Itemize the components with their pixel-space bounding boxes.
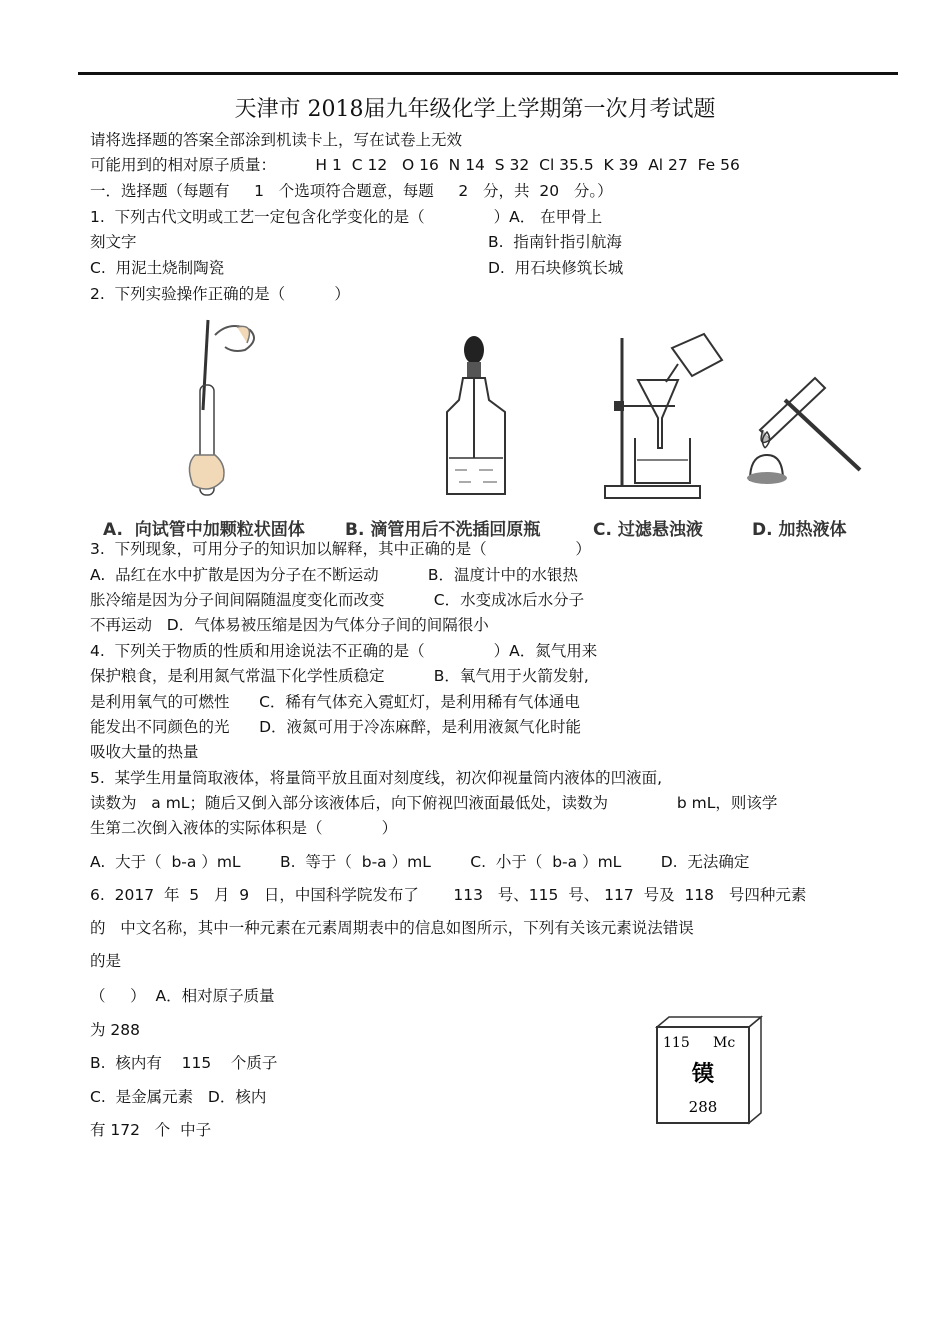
q5-line-1: 5. 某学生用量筒取液体，将量筒平放且面对刻度线，初次仰视量筒内液体的凹液面, bbox=[90, 769, 663, 787]
q6-line-1: 6. 2017 年 5 月 9 日，中国科学院发布了 113 号、115 号、 117 号及 118 号四种元素 bbox=[90, 886, 807, 904]
q6-line-7: C. 是金属元素 D．核内 bbox=[90, 1088, 267, 1106]
figure-a-test-tube bbox=[175, 315, 275, 500]
q6-line-3: 的是 bbox=[90, 952, 122, 970]
q4-line-4: 能发出不同颜色的光 D．液氮可用于冷冻麻醉，是利用液氮气化时能 bbox=[90, 718, 581, 736]
q1-stem: 1. 下列古代文明或工艺一定包含化学变化的是（ ）A． 在甲骨上 bbox=[90, 208, 603, 226]
q3-line-2: A. 品红在水中扩散是因为分子在不断运动 B．温度计中的水银热 bbox=[90, 566, 579, 584]
q5-options: A. 大于（ b-a ）mL B. 等于（ b-a ）mL C. 小于（ b-a ）mL D. 无法确定 bbox=[90, 853, 750, 871]
q3-line-1: 3. 下列现象，可用分子的知识加以解释，其中正确的是（ ） bbox=[90, 540, 591, 558]
element-number: 115 bbox=[663, 1035, 690, 1051]
figure-c-caption: C. 过滤悬浊液 bbox=[593, 520, 703, 540]
q1-option-c: C. 用泥土烧制陶瓷 bbox=[90, 259, 225, 277]
figure-a-caption: A. 向试管中加颗粒状固体 bbox=[103, 520, 305, 540]
q5-line-3: 生第二次倒入液体的实际体积是（ ） bbox=[90, 819, 398, 837]
section-heading: 一．选择题（每题有 1 个选项符合题意，每题 2 分，共 20 分。） bbox=[90, 182, 613, 200]
element-mass: 288 bbox=[688, 1098, 718, 1116]
q3-line-4: 不再运动 D．气体易被压缩是因为气体分子间的间隔很小 bbox=[90, 616, 489, 634]
q4-line-2: 保护粮食，是利用氮气常温下化学性质稳定 B．氧气用于火箭发射, bbox=[90, 667, 589, 685]
q4-line-1: 4. 下列关于物质的性质和用途说法不正确的是（ ）A．氮气用来 bbox=[90, 642, 598, 660]
element-symbol: Mc bbox=[713, 1035, 736, 1051]
figure-c-filtration bbox=[600, 328, 735, 503]
figure-d-caption: D. 加热液体 bbox=[752, 520, 847, 540]
element-tile bbox=[655, 1015, 765, 1127]
q3-line-3: 胀冷缩是因为分子间间隔随温度变化而改变 C．水变成冰后水分子 bbox=[90, 591, 585, 609]
q2-stem: 2. 下列实验操作正确的是（ ） bbox=[90, 285, 350, 303]
q1-option-a-cont: 刻文字 bbox=[90, 233, 137, 251]
q1-option-d: D. 用石块修筑长城 bbox=[488, 259, 624, 277]
q6-line-6: B. 核内有 115 个质子 bbox=[90, 1054, 278, 1072]
page-title: 天津市 2018届九年级化学上学期第一次月考试题 bbox=[234, 97, 716, 122]
figure-b-caption: B. 滴管用后不洗插回原瓶 bbox=[345, 520, 541, 540]
header-rule bbox=[78, 72, 898, 75]
figure-b-dropper-bottle bbox=[445, 328, 515, 498]
q6-line-8: 有 172 个 中子 bbox=[90, 1121, 212, 1139]
q6-line-5: 为 288 bbox=[90, 1021, 141, 1039]
q4-line-3: 是利用氧气的可燃性 C．稀有气体充入霓虹灯，是利用稀有气体通电 bbox=[90, 693, 580, 711]
q6-line-4: （ ） A．相对原子质量 bbox=[90, 987, 275, 1005]
q5-line-2: 读数为 a mL；随后又倒入部分该液体后，向下俯视凹液面最低处，读数为 b mL，则该学 bbox=[90, 794, 778, 812]
q6-line-2: 的 中文名称，其中一种元素在元素周期表中的信息如图所示，下列有关该元素说法错误 bbox=[90, 919, 694, 937]
q4-line-5: 吸收大量的热量 bbox=[90, 743, 199, 761]
intro-atomic-masses: 可能用到的相对原子质量： H 1 C 12 O 16 N 14 S 32 Cl 35.5 K 39 Al 27 Fe 56 bbox=[90, 156, 740, 174]
element-name: 镆 bbox=[691, 1061, 715, 1087]
q1-option-b: B. 指南针指引航海 bbox=[488, 233, 622, 251]
figure-d-heating bbox=[745, 370, 880, 500]
intro-answer-note: 请将选择题的答案全部涂到机读卡上，写在试卷上无效 bbox=[90, 131, 463, 149]
